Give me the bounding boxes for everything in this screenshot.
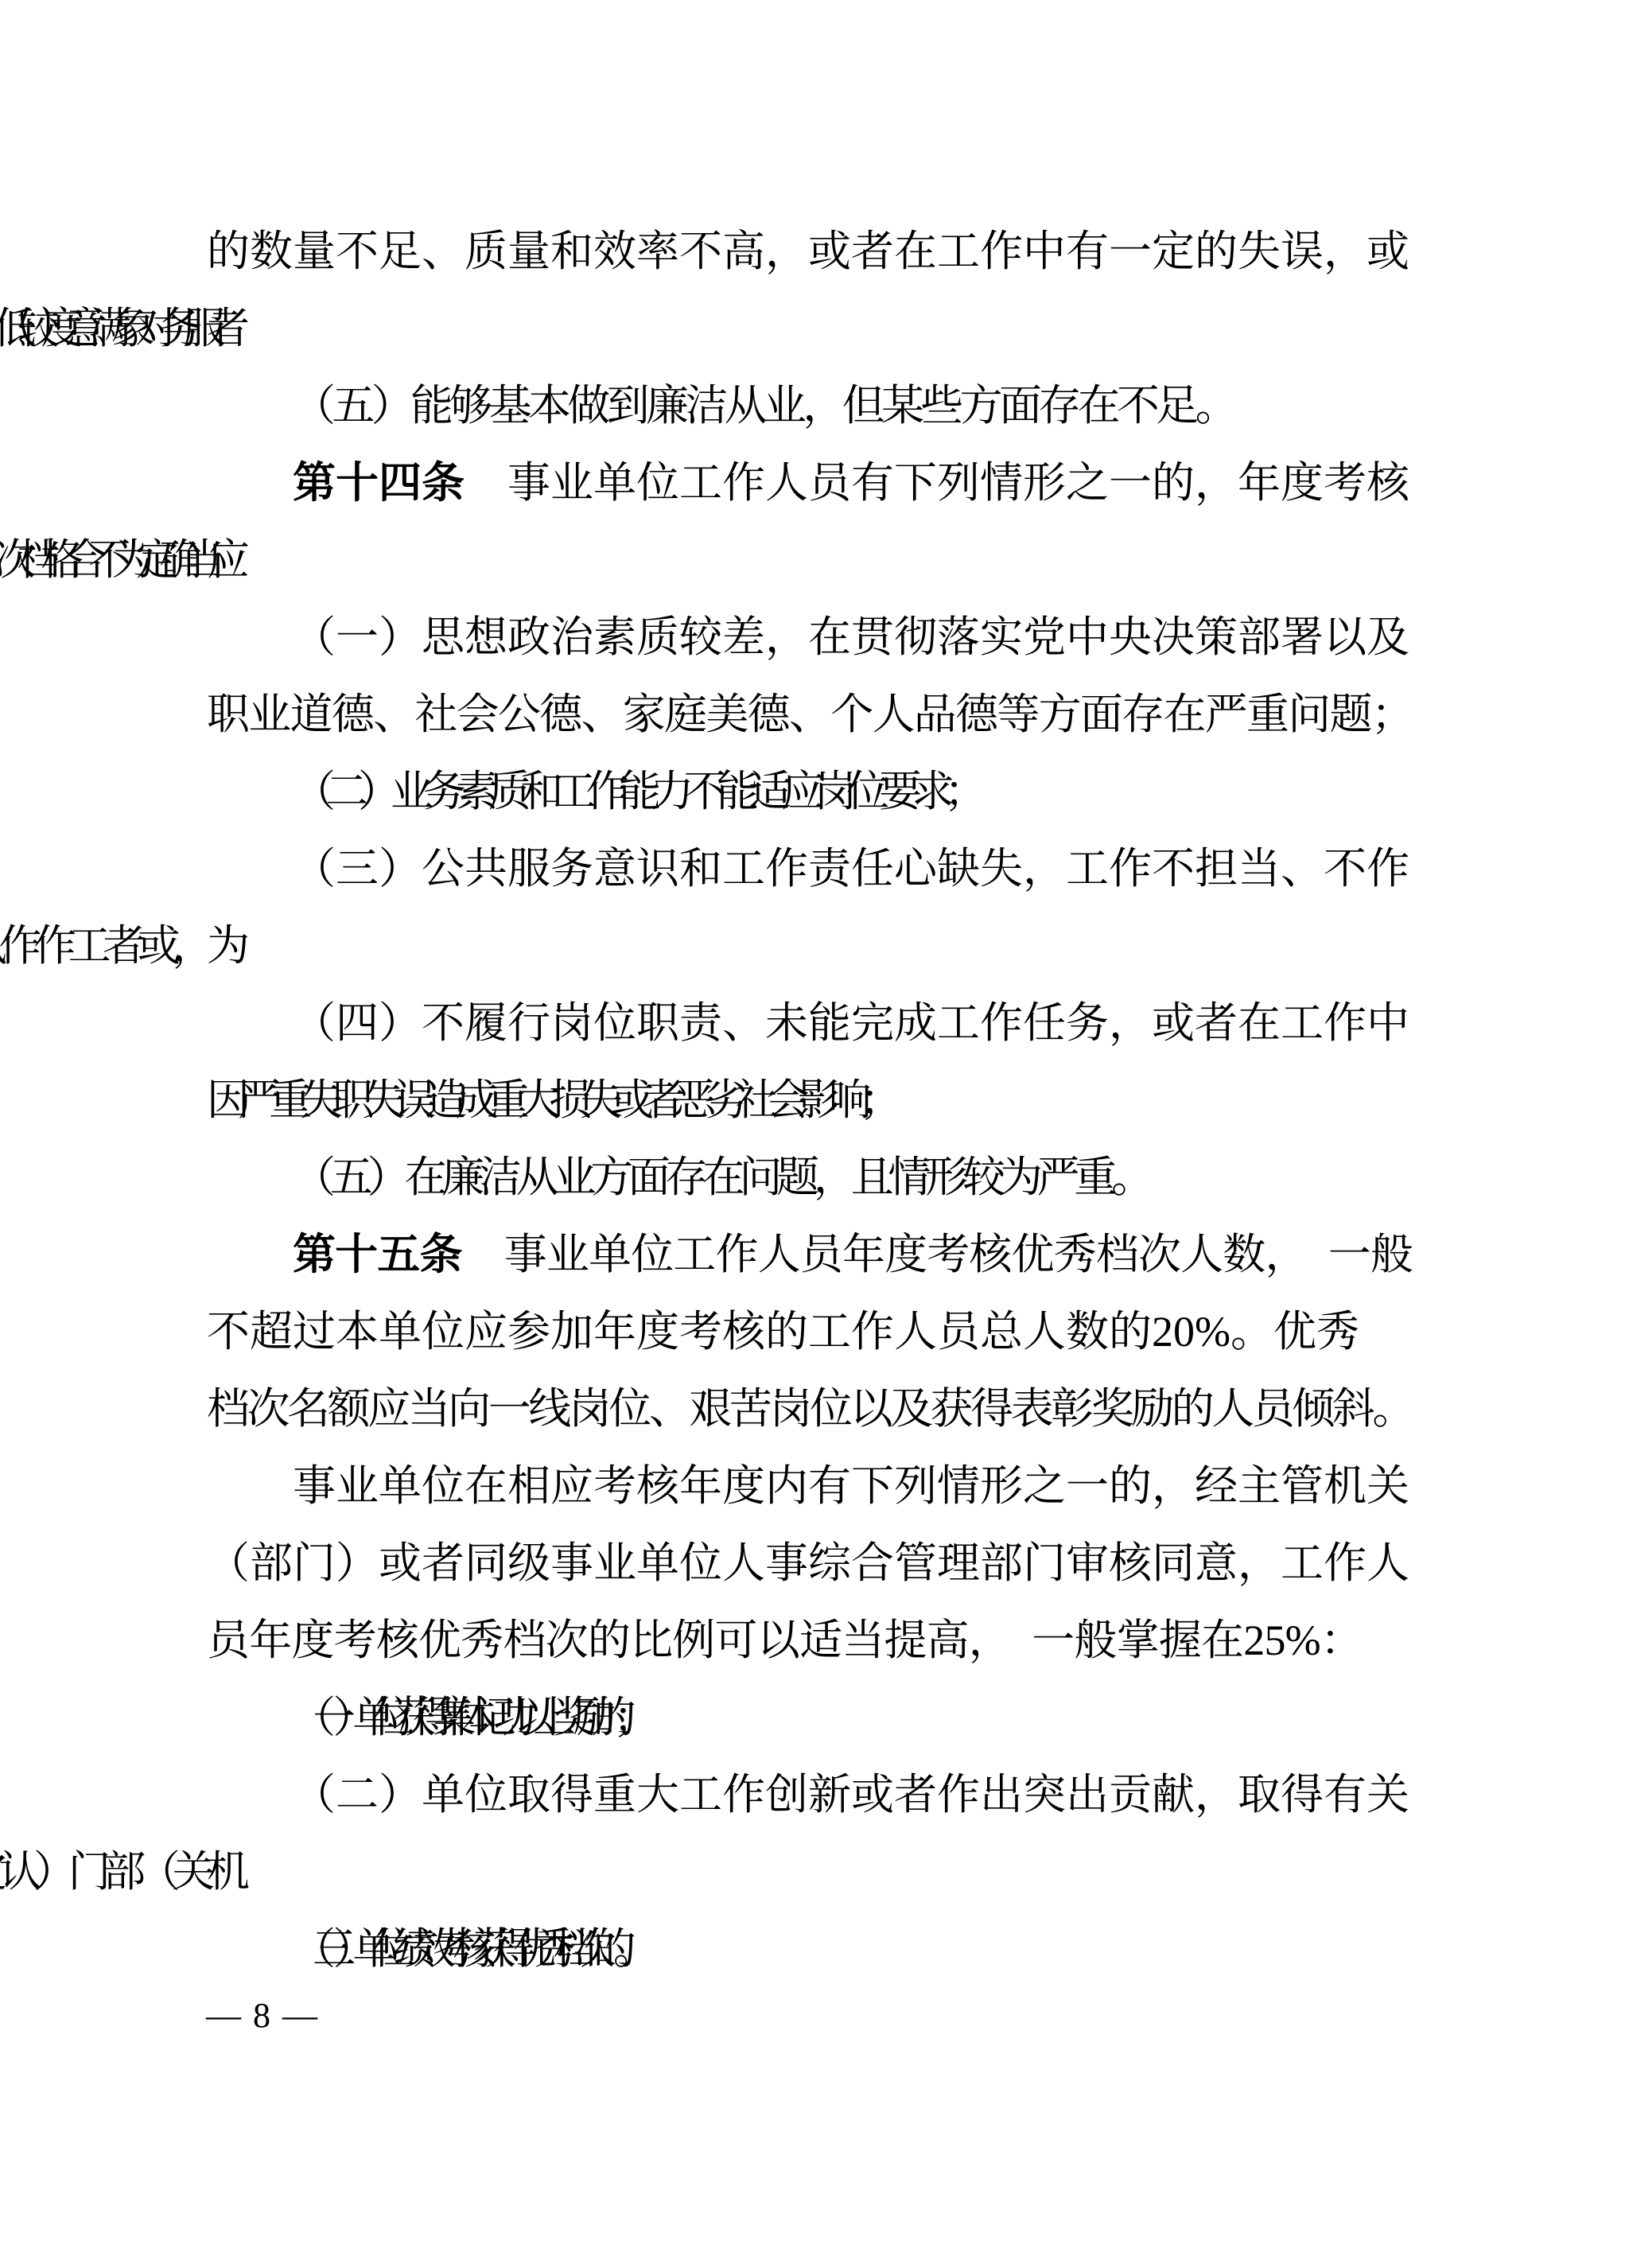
page-number: — 8 — — [206, 1996, 319, 2035]
text-segment: （二）单位取得重大工作创新或者作出突出贡献，取得有关 — [293, 1771, 1409, 1819]
text-segment: 不超过本单位应参加年度考核的工作人员总人数的20%。优秀 — [207, 1308, 1359, 1356]
text-segment: （一）单位获得集体记功以上奖励的； — [293, 1694, 634, 1741]
paragraph — [207, 1679, 1413, 1756]
paragraph — [207, 753, 1413, 831]
paragraph — [207, 985, 1413, 1139]
text-segment: （五）能够基本做到廉洁从业，但某些方面存在不足。 — [293, 382, 1234, 430]
text-line — [207, 290, 1413, 368]
paragraph — [207, 599, 1413, 753]
text-line — [207, 213, 1413, 290]
text-line — [207, 1756, 1413, 1834]
article-number: 第十五条 — [293, 1231, 462, 1278]
text-line — [207, 445, 1413, 522]
text-segment: 职业道德、社会公德、家庭美德、个人品德等方面存在严重问题； — [207, 691, 1413, 738]
text-line — [207, 985, 1413, 1062]
text-segment: 事业单位工作人员年度考核优秀档次人数， 一般 — [461, 1231, 1413, 1278]
paragraph — [207, 368, 1413, 445]
article-number: 第十四条 — [293, 459, 465, 507]
text-line — [207, 522, 1413, 599]
text-line — [207, 753, 1413, 831]
text-line — [207, 599, 1413, 676]
paragraph — [207, 1216, 1413, 1448]
text-line — [207, 831, 1413, 908]
text-segment: 事业单位工作人员有下列情形之一的，年度考核 — [465, 459, 1409, 507]
text-segment: 因严重失职失误造成重大损失或者恶劣社会影响； — [207, 1076, 891, 1124]
paragraph — [207, 213, 1413, 368]
text-segment: （三）公共服务意识和工作责任心缺失，工作不担当、不作 — [293, 845, 1409, 893]
text-segment: （三）单位绩效考核获得优秀档次的。 — [293, 1925, 634, 1973]
paragraph — [207, 1139, 1413, 1216]
paragraph — [207, 445, 1413, 599]
text-line — [207, 1525, 1413, 1602]
text-line — [207, 908, 1413, 985]
text-segment: （四）不履行岗位职责、未能完成工作任务，或者在工作中 — [293, 999, 1409, 1047]
text-line — [207, 1062, 1413, 1139]
text-line — [207, 676, 1413, 753]
text-line — [207, 1679, 1413, 1756]
text-line — [207, 1139, 1413, 1216]
text-line — [207, 1602, 1413, 1679]
text-segment: （五）在廉洁从业方面存在问题，且情形较为严重。 — [293, 1153, 1149, 1201]
paragraph — [207, 1756, 1413, 1911]
text-line — [207, 1448, 1413, 1525]
text-segment: （部门）或者同级事业单位人事综合管理部门审核同意，工作人 — [207, 1539, 1409, 1587]
text-line — [207, 1834, 1413, 1911]
paragraph — [207, 1911, 1413, 1988]
paragraph — [207, 1448, 1413, 1679]
text-line — [207, 1911, 1413, 1988]
text-line — [207, 1216, 1413, 1293]
text-segment: 事业单位在相应考核年度内有下列情形之一的，经主管机关 — [293, 1462, 1409, 1510]
text-segment: 的数量不足、质量和效率不高，或者在工作中有一定的失误，或 — [207, 228, 1409, 275]
text-segment: 档次名额应当向一线岗位、艰苦岗位以及获得表彰奖励的人员倾斜。 — [207, 1385, 1413, 1433]
paragraph — [207, 831, 1413, 985]
text-line — [207, 368, 1413, 445]
document-body — [207, 213, 1413, 1988]
text-line — [207, 1371, 1413, 1448]
text-segment: （一）思想政治素质较差，在贯彻落实党中央决策部署以及 — [293, 613, 1409, 661]
text-segment: （二）业务素质和工作能力不能适应岗位要求； — [293, 768, 977, 815]
text-line — [207, 1293, 1413, 1371]
text-segment: 员年度考核优秀档次的比例可以适当提高， 一般掌握在25%： — [207, 1616, 1363, 1664]
